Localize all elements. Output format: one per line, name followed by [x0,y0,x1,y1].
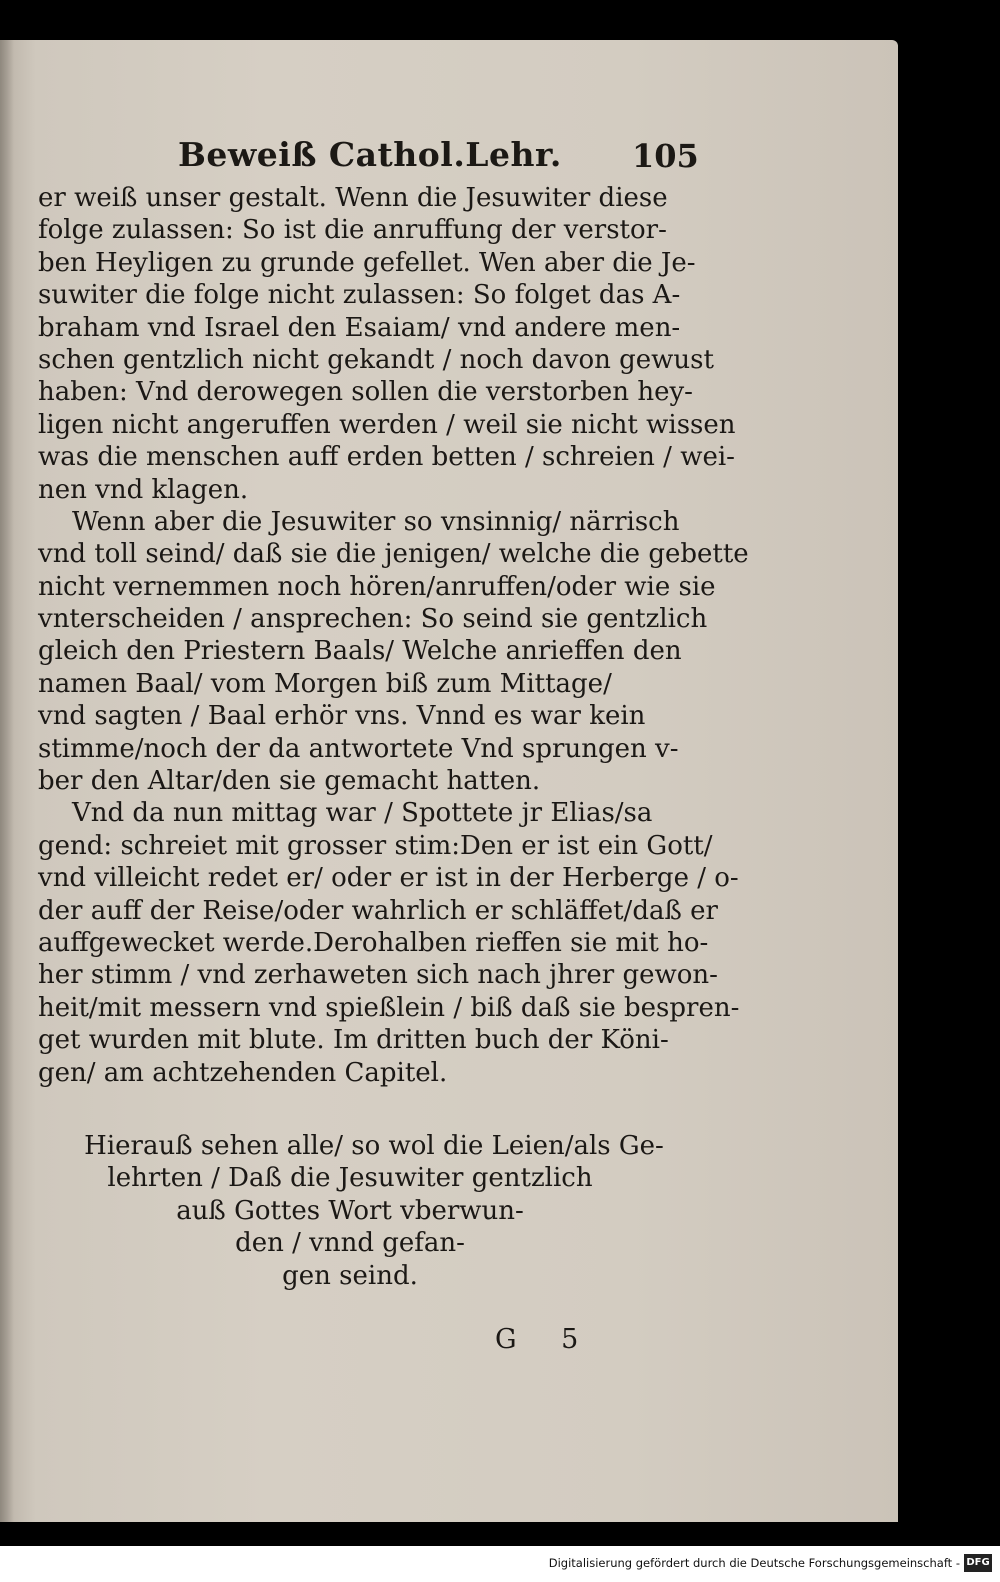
text-line: ber den Altar/den sie gemacht hatten. [38,766,541,797]
text-line: ligen nicht angeruffen werden / weil sie nicht wissen [38,409,736,440]
text-line: Vnd da nun mittag war / Spottete jr Elias/sa [72,798,653,829]
closing-line: den / vnnd gefan- [235,1228,465,1259]
text-line: vnd villeicht redet er/ oder er ist in der Herberge / o- [38,863,739,894]
text-line: schen gentzlich nicht gekandt / noch davon gewust [38,344,714,375]
page-gutter-shadow [0,40,14,1522]
text-line: vnterscheiden / ansprechen: So seind sie gentzlich [38,604,708,635]
page-number: 105 [632,137,699,175]
text-line: der auff der Reise/oder wahrlich er schläffet/daß er [38,895,718,926]
text-line: get wurden mit blute. Im dritten buch der Köni- [38,1025,669,1056]
text-line: gleich den Priestern Baals/ Welche anrieffen den [38,636,682,667]
book-page [0,40,898,1522]
running-title: Beweiß Cathol.Lehr. [178,135,562,174]
text-line: auffgewecket werde.Derohalben rieffen sie mit ho- [38,927,709,958]
text-line: braham vnd Israel den Esaiam/ vnd andere men- [38,312,681,343]
text-line: her stimm / vnd zerhaweten sich nach jhrer gewon- [38,960,718,991]
body-text [38,182,749,1089]
closing-line: gen seind. [282,1260,418,1291]
closing-statement [0,1130,700,1292]
closing-line: Hierauß sehen alle/ so wol die Leien/als Ge- [84,1131,664,1161]
page-header [0,135,898,175]
funding-credit: Digitalisierung gefördert durch die Deutsche Forschungsgemeinschaft - [548,1556,960,1570]
text-line: folge zulassen: So ist die anruffung der verstor- [38,215,667,246]
text-line: nicht vernemmen noch hören/anruffen/oder wie sie [38,571,716,602]
signature-mark: G 5 [495,1324,597,1355]
closing-line: auß Gottes Wort vberwun- [176,1195,524,1226]
text-line: was die menschen auff erden betten / schreien / wei- [38,442,735,473]
text-line: gen/ am achtzehenden Capitel. [38,1057,448,1088]
text-line: stimme/noch der da antwortete Vnd sprungen v- [38,733,679,764]
closing-line: lehrten / Daß die Jesuwiter gentzlich [107,1163,593,1194]
text-line: haben: Vnd derowegen sollen die verstorben hey- [38,377,693,408]
text-line: nen vnd klagen. [38,474,249,505]
text-line: gend: schreiet mit grosser stim:Den er ist ein Gott/ [38,830,713,861]
text-line: namen Baal/ vom Morgen biß zum Mittage/ [38,668,612,699]
text-line: suwiter die folge nicht zulassen: So folget das A- [38,280,681,311]
text-line: ben Heyligen zu grunde gefellet. Wen aber die Je- [38,247,696,278]
text-line: Wenn aber die Jesuwiter so vnsinnig/ närrisch [72,506,680,537]
text-line: vnd toll seind/ daß sie die jenigen/ welche die gebette [38,539,749,570]
text-line: er weiß unser gestalt. Wenn die Jesuwiter diese [38,183,668,213]
digitization-footer [0,1546,1000,1582]
text-line: heit/mit messern vnd spießlein / biß daß sie bespren- [38,992,740,1023]
dfg-logo-icon: DFG [964,1554,992,1572]
text-line: vnd sagten / Baal erhör vns. Vnnd es war kein [38,701,646,732]
